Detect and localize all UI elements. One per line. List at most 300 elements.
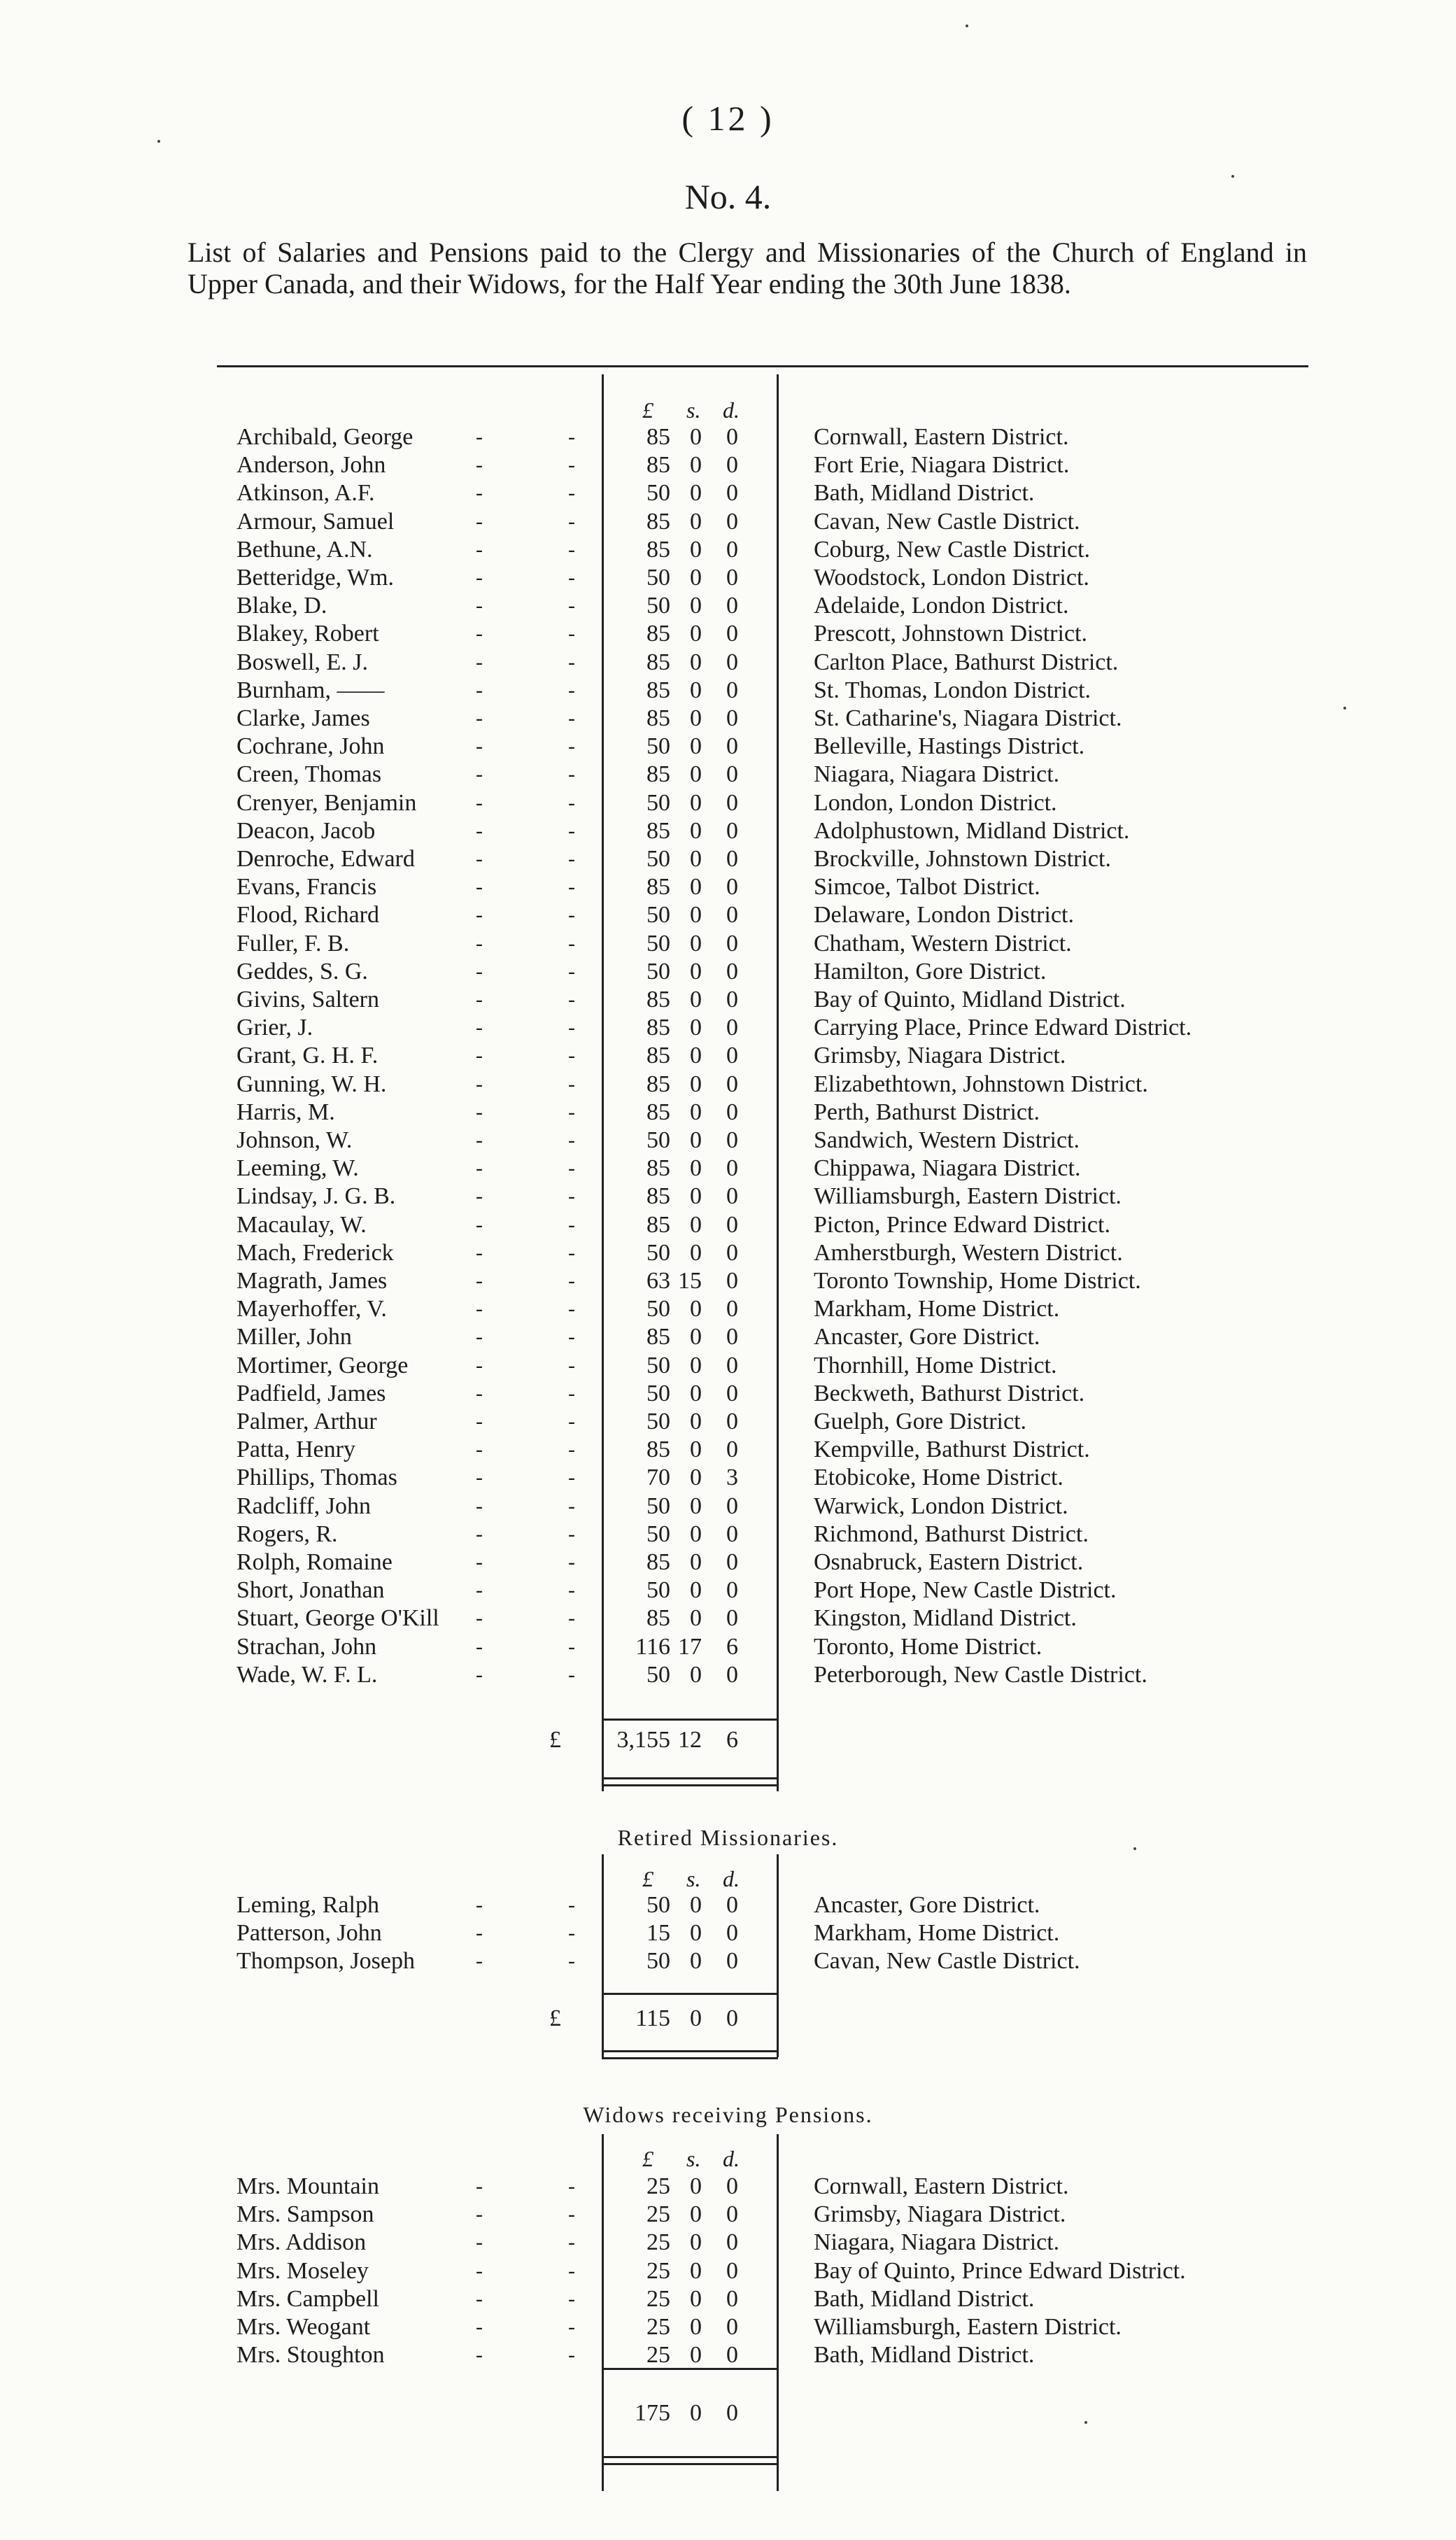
leader-dash: - <box>476 510 483 533</box>
leader-dash: - <box>568 566 575 589</box>
shilling-unit-header: s. <box>686 1866 701 1891</box>
pounds-value: 85 <box>646 1324 670 1350</box>
leader-dash: - <box>476 1921 483 1945</box>
station-place: Toronto Township, Home District. <box>814 1268 1141 1294</box>
leader-dash: - <box>568 1607 575 1630</box>
total-double-rule <box>602 2456 778 2458</box>
person-name: Clarke, James <box>236 705 370 731</box>
station-place: Fort Erie, Niagara District. <box>814 452 1070 478</box>
person-name: Padfield, James <box>236 1381 386 1406</box>
total-double-rule <box>602 2050 778 2052</box>
leader-dash: - <box>568 1466 575 1489</box>
station-place: Beckweth, Bathurst District. <box>814 1381 1085 1406</box>
pounds-value: 50 <box>646 480 670 506</box>
leader-dash: - <box>568 1551 575 1574</box>
table-row <box>0 1155 1456 1183</box>
pounds-value: 85 <box>646 1549 670 1575</box>
station-place: Chippawa, Niagara District. <box>814 1155 1081 1181</box>
leader-dash: - <box>476 1185 483 1208</box>
leader-dash: - <box>568 2175 575 2198</box>
leader-dash: - <box>568 1579 575 1602</box>
widows-pensions-title: Widows receiving Pensions. <box>583 2102 873 2127</box>
pounds-value: 85 <box>646 1155 670 1181</box>
person-name: Boswell, E. J. <box>236 649 368 675</box>
leader-dash: - <box>476 1354 483 1377</box>
person-name: Givins, Saltern <box>236 987 379 1013</box>
table-row <box>0 2201 1456 2229</box>
person-name: Grier, J. <box>236 1015 313 1040</box>
dust-speck <box>1343 707 1346 710</box>
pence-unit-header: d. <box>723 1866 740 1891</box>
station-place: Hamilton, Gore District. <box>814 959 1047 985</box>
pounds-value: 50 <box>646 902 670 928</box>
table-row <box>0 1211 1456 1239</box>
dust-speck <box>1231 175 1234 178</box>
table-row <box>0 592 1456 620</box>
pence-unit-header: d. <box>723 397 740 423</box>
station-place: St. Catharine's, Niagara District. <box>814 705 1122 731</box>
pounds-value: 50 <box>646 1948 670 1974</box>
leader-dash: - <box>568 1213 575 1236</box>
subtotal-rule <box>602 1993 778 1995</box>
table-row <box>0 1099 1456 1127</box>
pence-value: 0 <box>726 424 738 450</box>
table-row <box>0 1239 1456 1267</box>
pounds-value: 25 <box>646 2173 670 2199</box>
leader-dash: - <box>476 1410 483 1433</box>
shillings-value: 0 <box>690 1071 702 1097</box>
pence-value: 0 <box>726 452 738 478</box>
shillings-value: 0 <box>690 565 702 591</box>
leader-dash: - <box>568 538 575 561</box>
shillings-value: 0 <box>690 1296 702 1322</box>
pence-value: 0 <box>726 1155 738 1181</box>
leader-dash: - <box>476 1325 483 1348</box>
pence-value: 0 <box>726 2342 738 2368</box>
table-row <box>0 789 1456 817</box>
leader-dash: - <box>476 1101 483 1124</box>
leader-dash: - <box>476 425 483 449</box>
table-row <box>0 986 1456 1014</box>
leader-dash: - <box>476 566 483 589</box>
leader-dash: - <box>476 932 483 955</box>
leader-dash: - <box>568 847 575 870</box>
person-name: Mrs. Weogant <box>236 2314 371 2340</box>
pence-value: 0 <box>726 931 738 957</box>
leader-dash: - <box>476 2259 483 2283</box>
pence-value: 0 <box>726 1948 738 1974</box>
leader-dash: - <box>568 1921 575 1945</box>
leader-dash: - <box>568 1354 575 1377</box>
table-row <box>0 1127 1456 1155</box>
leader-dash: - <box>568 1269 575 1292</box>
table-row <box>0 536 1456 564</box>
station-place: London, London District. <box>814 790 1057 816</box>
pounds-value: 50 <box>646 1577 670 1603</box>
pounds-value: 25 <box>646 2229 670 2255</box>
shillings-value: 0 <box>690 1381 702 1406</box>
station-place: Guelph, Gore District. <box>814 1409 1027 1434</box>
station-place: Carrying Place, Prince Edward District. <box>814 1015 1192 1040</box>
shillings-value: 0 <box>690 1099 702 1125</box>
leader-dash: - <box>476 1016 483 1039</box>
leader-dash: - <box>568 2231 575 2254</box>
total-pence: 0 <box>726 2400 738 2426</box>
shillings-value: 0 <box>690 2201 702 2227</box>
person-name: Radcliff, John <box>236 1493 372 1519</box>
shillings-value: 0 <box>690 677 702 703</box>
pounds-value: 50 <box>646 1409 670 1434</box>
shillings-value: 0 <box>690 1948 702 1974</box>
total-pound-symbol: £ <box>549 2005 561 2031</box>
pence-value: 0 <box>726 621 738 647</box>
person-name: Lindsay, J. G. B. <box>236 1183 396 1209</box>
leader-dash: - <box>476 1157 483 1180</box>
leader-dash: - <box>568 651 575 674</box>
shillings-value: 0 <box>690 452 702 478</box>
person-name: Mortimer, George <box>236 1353 409 1378</box>
shillings-value: 15 <box>678 1268 702 1294</box>
dust-speck <box>966 24 968 27</box>
station-place: Adelaide, London District. <box>814 593 1069 619</box>
total-shillings: 12 <box>678 1727 702 1753</box>
pence-value: 0 <box>726 733 738 759</box>
leader-dash: - <box>568 1949 575 1973</box>
shillings-value: 0 <box>690 1920 702 1946</box>
pounds-value: 85 <box>646 1183 670 1209</box>
station-place: Prescott, Johnstown District. <box>814 621 1087 647</box>
subtotal-rule <box>602 2368 778 2370</box>
station-place: Markham, Home District. <box>814 1296 1060 1322</box>
leader-dash: - <box>476 1269 483 1292</box>
shillings-value: 0 <box>690 1465 702 1490</box>
shillings-value: 0 <box>690 761 702 787</box>
table-row <box>0 1661 1456 1689</box>
shillings-value: 0 <box>690 2286 702 2312</box>
table-row <box>0 930 1456 958</box>
leader-dash: - <box>568 1241 575 1264</box>
person-name: Grant, G. H. F. <box>236 1043 379 1068</box>
shillings-value: 0 <box>690 621 702 647</box>
pounds-value: 85 <box>646 537 670 563</box>
station-place: Ancaster, Gore District. <box>814 1892 1040 1918</box>
shillings-value: 0 <box>690 846 702 872</box>
person-name: Gunning, W. H. <box>236 1071 387 1097</box>
station-place: Ancaster, Gore District. <box>814 1324 1040 1350</box>
leader-dash: - <box>476 847 483 870</box>
leader-dash: - <box>476 1579 483 1602</box>
retired-missionaries-title: Retired Missionaries. <box>617 1825 839 1850</box>
person-name: Leeming, W. <box>236 1155 359 1181</box>
pence-value: 0 <box>726 987 738 1013</box>
table-row <box>0 1323 1456 1351</box>
pounds-value: 85 <box>646 818 670 844</box>
pounds-value: 116 <box>635 1634 670 1660</box>
shillings-value: 0 <box>690 1605 702 1631</box>
pounds-value: 50 <box>646 565 670 591</box>
pounds-value: 85 <box>646 509 670 535</box>
table-row <box>0 2341 1456 2369</box>
shillings-value: 0 <box>690 537 702 563</box>
shillings-value: 0 <box>690 1212 702 1238</box>
table-row <box>0 761 1456 789</box>
station-place: Cornwall, Eastern District. <box>814 2173 1069 2199</box>
leader-dash: - <box>476 679 483 702</box>
table-row <box>0 1183 1456 1211</box>
pence-value: 0 <box>726 1521 738 1547</box>
table-row <box>0 1267 1456 1295</box>
dust-speck <box>1133 1847 1136 1850</box>
table-row <box>0 958 1456 986</box>
station-place: Markham, Home District. <box>814 1920 1060 1946</box>
shillings-value: 0 <box>690 1353 702 1378</box>
person-name: Macaulay, W. <box>236 1212 367 1238</box>
person-name: Palmer, Arthur <box>236 1409 377 1434</box>
person-name: Burnham, —— <box>236 677 385 703</box>
pence-value: 0 <box>726 593 738 619</box>
pence-value: 0 <box>726 1268 738 1294</box>
pence-value: 0 <box>726 818 738 844</box>
person-name: Archibald, George <box>236 424 414 450</box>
leader-dash: - <box>568 707 575 730</box>
pounds-value: 25 <box>646 2314 670 2340</box>
shillings-value: 0 <box>690 1549 702 1575</box>
person-name: Creen, Thomas <box>236 761 382 787</box>
table-row <box>0 2285 1456 2313</box>
pence-value: 0 <box>726 1577 738 1603</box>
pence-value: 0 <box>726 705 738 731</box>
pence-value: 0 <box>726 2173 738 2199</box>
pence-value: 0 <box>726 902 738 928</box>
person-name: Johnson, W. <box>236 1127 353 1153</box>
leader-dash: - <box>568 425 575 449</box>
leader-dash: - <box>476 1523 483 1546</box>
shillings-value: 0 <box>690 1240 702 1266</box>
pence-value: 0 <box>726 2314 738 2340</box>
leader-dash: - <box>568 622 575 645</box>
leader-dash: - <box>568 1523 575 1546</box>
table-row <box>0 423 1456 451</box>
pence-value: 0 <box>726 677 738 703</box>
shillings-value: 0 <box>690 480 702 506</box>
leader-dash: - <box>476 2203 483 2226</box>
page-number: ( 12 ) <box>681 99 775 138</box>
table-row <box>0 1464 1456 1492</box>
person-name: Bethune, A.N. <box>236 537 373 563</box>
pounds-value: 50 <box>646 1493 670 1519</box>
station-place: Bay of Quinto, Midland District. <box>814 987 1126 1013</box>
shillings-value: 0 <box>690 1521 702 1547</box>
leader-dash: - <box>476 735 483 758</box>
leader-dash: - <box>568 1101 575 1124</box>
page-heading: List of Salaries and Pensions paid to the Clergy and Missionaries of the Church of England in Upper Canada, and their Widows, for the Half Year ending the 30th June 1838. <box>188 237 1307 299</box>
station-place: Picton, Prince Edward District. <box>814 1212 1110 1238</box>
pence-value: 6 <box>726 1634 738 1660</box>
person-name: Stuart, George O'Kill <box>236 1605 439 1631</box>
shillings-value: 17 <box>678 1634 702 1660</box>
pounds-value: 85 <box>646 621 670 647</box>
pounds-value: 85 <box>646 1071 670 1097</box>
leader-dash: - <box>476 2231 483 2254</box>
pounds-value: 50 <box>646 1240 670 1266</box>
table-row <box>0 1919 1456 1947</box>
leader-dash: - <box>476 1382 483 1405</box>
station-place: Cavan, New Castle District. <box>814 509 1080 535</box>
shillings-value: 0 <box>690 705 702 731</box>
pence-value: 0 <box>726 2229 738 2255</box>
pounds-value: 85 <box>646 1212 670 1238</box>
pounds-value: 50 <box>646 1381 670 1406</box>
station-place: Cavan, New Castle District. <box>814 1948 1080 1974</box>
leader-dash: - <box>568 1410 575 1433</box>
pence-value: 0 <box>726 1296 738 1322</box>
pounds-value: 85 <box>646 677 670 703</box>
station-place: Elizabethtown, Johnstown District. <box>814 1071 1148 1097</box>
leader-dash: - <box>476 791 483 814</box>
leader-dash: - <box>568 594 575 617</box>
table-row <box>0 2257 1456 2285</box>
total-double-rule <box>602 1777 778 1779</box>
leader-dash: - <box>568 1185 575 1208</box>
shillings-value: 0 <box>690 2173 702 2199</box>
table-row <box>0 1633 1456 1661</box>
person-name: Geddes, S. G. <box>236 959 368 985</box>
shillings-value: 0 <box>690 931 702 957</box>
document-number: No. 4. <box>684 177 772 216</box>
person-name: Harris, M. <box>236 1099 335 1125</box>
leader-dash: - <box>568 1129 575 1152</box>
pence-value: 0 <box>726 1183 738 1209</box>
person-name: Crenyer, Benjamin <box>236 790 417 816</box>
shillings-value: 0 <box>690 1437 702 1462</box>
leader-dash: - <box>568 2315 575 2338</box>
leader-dash: - <box>476 988 483 1011</box>
leader-dash: - <box>568 875 575 898</box>
shillings-value: 0 <box>690 1155 702 1181</box>
table-row <box>0 1380 1456 1408</box>
pence-value: 0 <box>726 959 738 985</box>
pence-value: 0 <box>726 1353 738 1378</box>
station-place: Amherstburgh, Western District. <box>814 1240 1123 1266</box>
pence-value: 0 <box>726 565 738 591</box>
person-name: Mrs. Sampson <box>236 2201 374 2227</box>
shillings-value: 0 <box>690 818 702 844</box>
pence-value: 0 <box>726 480 738 506</box>
pence-value: 0 <box>726 790 738 816</box>
leader-dash: - <box>476 1044 483 1067</box>
pence-value: 0 <box>726 1324 738 1350</box>
pounds-value: 85 <box>646 761 670 787</box>
shillings-value: 0 <box>690 2314 702 2340</box>
leader-dash: - <box>476 1241 483 1264</box>
leader-dash: - <box>476 1663 483 1686</box>
total-pounds: 3,155 <box>616 1727 670 1753</box>
pound-unit-header: £ <box>642 397 653 423</box>
station-place: Warwick, London District. <box>814 1493 1068 1519</box>
person-name: Denroche, Edward <box>236 846 415 872</box>
leader-dash: - <box>476 1893 483 1917</box>
shillings-value: 0 <box>690 987 702 1013</box>
station-place: Woodstock, London District. <box>814 565 1089 591</box>
leader-dash: - <box>568 1663 575 1686</box>
pounds-value: 50 <box>646 931 670 957</box>
table-row <box>0 649 1456 677</box>
leader-dash: - <box>568 903 575 926</box>
shillings-value: 0 <box>690 1662 702 1688</box>
total-pence: 6 <box>726 1727 738 1753</box>
table-row <box>0 873 1456 901</box>
pounds-value: 50 <box>646 1296 670 1322</box>
table-row <box>0 1014 1456 1042</box>
pence-value: 3 <box>726 1465 738 1490</box>
total-double-rule <box>602 2057 778 2059</box>
total-pound-symbol: £ <box>549 1727 561 1753</box>
top-rule <box>217 365 1308 367</box>
table-row <box>0 901 1456 929</box>
pounds-value: 50 <box>646 790 670 816</box>
person-name: Mach, Frederick <box>236 1240 394 1266</box>
total-pence: 0 <box>726 2005 738 2031</box>
table-row <box>0 1548 1456 1576</box>
table-row <box>0 733 1456 761</box>
table-row <box>0 1042 1456 1070</box>
leader-dash: - <box>568 819 575 842</box>
person-name: Evans, Francis <box>236 874 377 900</box>
person-name: Phillips, Thomas <box>236 1465 397 1490</box>
leader-dash: - <box>568 2203 575 2226</box>
person-name: Magrath, James <box>236 1268 388 1294</box>
subtotal-rule <box>602 1719 778 1721</box>
table-row <box>0 1436 1456 1464</box>
station-place: St. Thomas, London District. <box>814 677 1091 703</box>
leader-dash: - <box>476 594 483 617</box>
pence-value: 0 <box>726 1240 738 1266</box>
person-name: Short, Jonathan <box>236 1577 385 1603</box>
table-row <box>0 705 1456 733</box>
pounds-value: 70 <box>646 1465 670 1490</box>
shillings-value: 0 <box>690 1493 702 1519</box>
pence-value: 0 <box>726 1605 738 1631</box>
leader-dash: - <box>476 2175 483 2198</box>
leader-dash: - <box>476 1297 483 1320</box>
person-name: Blake, D. <box>236 593 327 619</box>
total-pounds: 175 <box>635 2400 670 2426</box>
station-place: Williamsburgh, Eastern District. <box>814 2314 1122 2340</box>
person-name: Anderson, John <box>236 452 386 478</box>
station-place: Bath, Midland District. <box>814 2286 1035 2312</box>
pounds-value: 50 <box>646 1353 670 1378</box>
table-row <box>0 1891 1456 1919</box>
shillings-value: 0 <box>690 2258 702 2284</box>
shilling-unit-header: s. <box>686 397 701 423</box>
leader-dash: - <box>476 875 483 898</box>
table-row <box>0 451 1456 479</box>
leader-dash: - <box>568 2287 575 2310</box>
shillings-value: 0 <box>690 790 702 816</box>
leader-dash: - <box>568 2259 575 2283</box>
person-name: Fuller, F. B. <box>236 931 350 957</box>
leader-dash: - <box>476 1949 483 1973</box>
pound-unit-header: £ <box>642 1866 653 1891</box>
person-name: Deacon, Jacob <box>236 818 376 844</box>
station-place: Sandwich, Western District. <box>814 1127 1080 1153</box>
person-name: Patterson, John <box>236 1920 382 1946</box>
person-name: Betteridge, Wm. <box>236 565 395 591</box>
pence-value: 0 <box>726 1549 738 1575</box>
station-place: Kempville, Bathurst District. <box>814 1437 1090 1462</box>
total-shillings: 0 <box>690 2400 702 2426</box>
leader-dash: - <box>476 1466 483 1489</box>
